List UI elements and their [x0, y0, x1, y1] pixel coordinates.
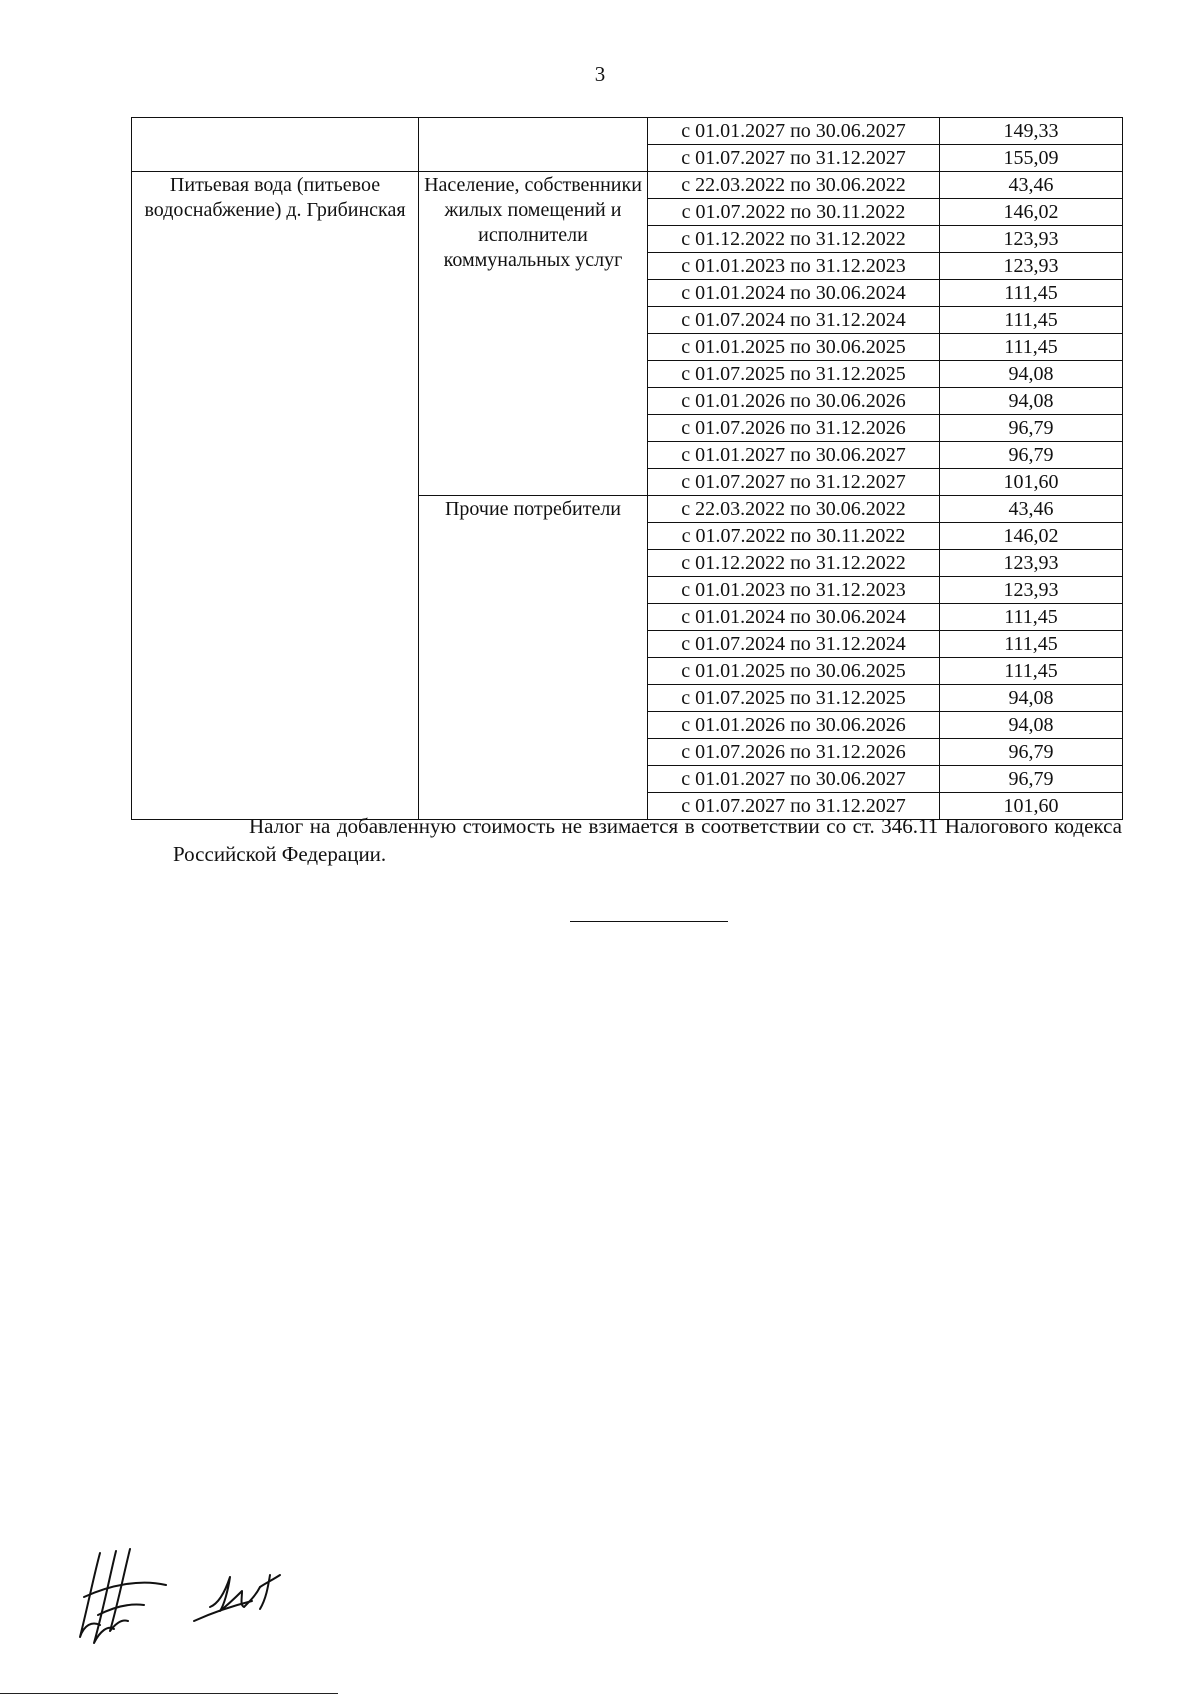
period-cell: с 01.07.2024 по 31.12.2024 — [648, 307, 940, 334]
bottom-rule — [0, 1693, 338, 1694]
period-cell: с 01.07.2022 по 30.11.2022 — [648, 523, 940, 550]
period-cell: с 01.07.2026 по 31.12.2026 — [648, 739, 940, 766]
period-cell: с 01.01.2025 по 30.06.2025 — [648, 334, 940, 361]
tariff-value-cell: 94,08 — [940, 712, 1123, 739]
period-cell: с 01.07.2026 по 31.12.2026 — [648, 415, 940, 442]
period-cell: с 22.03.2022 по 30.06.2022 — [648, 496, 940, 523]
period-cell: с 01.01.2025 по 30.06.2025 — [648, 658, 940, 685]
period-cell: с 01.07.2022 по 30.11.2022 — [648, 199, 940, 226]
vat-note: Налог на добавленную стоимость не взимается в соответствии со ст. 346.11 Налогового кодекса Российской Федерации. — [173, 814, 1122, 866]
consumer-group-cell: Прочие потребители — [419, 496, 648, 820]
period-cell: с 01.01.2023 по 31.12.2023 — [648, 577, 940, 604]
period-cell: с 01.07.2027 по 31.12.2027 — [648, 469, 940, 496]
period-cell: с 01.01.2024 по 30.06.2024 — [648, 280, 940, 307]
tariff-value-cell: 111,45 — [940, 280, 1123, 307]
period-cell: с 22.03.2022 по 30.06.2022 — [648, 172, 940, 199]
service-cell-empty — [132, 118, 419, 172]
tariff-value-cell: 94,08 — [940, 388, 1123, 415]
period-cell: с 01.07.2027 по 31.12.2027 — [648, 793, 940, 820]
tariff-value-cell: 123,93 — [940, 226, 1123, 253]
tariff-value-cell: 43,46 — [940, 496, 1123, 523]
tariff-value-cell: 43,46 — [940, 172, 1123, 199]
table-row — [132, 118, 1123, 145]
consumer-cell-empty — [419, 118, 648, 172]
tariff-value-cell: 111,45 — [940, 334, 1123, 361]
service-name-cell: Питьевая вода (питьевое водоснабжение) д. Грибинская — [132, 172, 419, 820]
tariff-value-cell: 101,60 — [940, 793, 1123, 820]
tariff-value-cell: 149,33 — [940, 118, 1123, 145]
tariff-value-cell: 123,93 — [940, 253, 1123, 280]
consumer-group-cell: Население, собственники жилых помещений и исполнители коммунальных услуг — [419, 172, 648, 496]
tariff-value-cell: 94,08 — [940, 685, 1123, 712]
tariff-value-cell: 146,02 — [940, 523, 1123, 550]
tariff-value-cell: 96,79 — [940, 766, 1123, 793]
period-cell: с 01.01.2026 по 30.06.2026 — [648, 712, 940, 739]
tariff-value-cell: 111,45 — [940, 307, 1123, 334]
tariff-value-cell: 94,08 — [940, 361, 1123, 388]
end-divider — [570, 921, 728, 922]
period-cell: с 01.07.2025 по 31.12.2025 — [648, 685, 940, 712]
period-cell: с 01.07.2024 по 31.12.2024 — [648, 631, 940, 658]
period-cell: с 01.01.2027 по 30.06.2027 — [648, 442, 940, 469]
tariff-value-cell: 96,79 — [940, 739, 1123, 766]
tariff-value-cell: 96,79 — [940, 415, 1123, 442]
period-cell: с 01.01.2023 по 31.12.2023 — [648, 253, 940, 280]
period-cell: с 01.12.2022 по 31.12.2022 — [648, 226, 940, 253]
period-cell: с 01.01.2027 по 30.06.2027 — [648, 118, 940, 145]
tariff-value-cell: 155,09 — [940, 145, 1123, 172]
tariff-table — [131, 117, 1123, 820]
tariff-value-cell: 111,45 — [940, 658, 1123, 685]
period-cell: с 01.07.2025 по 31.12.2025 — [648, 361, 940, 388]
tariff-value-cell: 111,45 — [940, 604, 1123, 631]
period-cell: с 01.01.2026 по 30.06.2026 — [648, 388, 940, 415]
page-number: 3 — [594, 62, 606, 86]
tariff-table-body — [132, 118, 1123, 820]
tariff-value-cell: 123,93 — [940, 577, 1123, 604]
period-cell: с 01.01.2024 по 30.06.2024 — [648, 604, 940, 631]
period-cell: с 01.01.2027 по 30.06.2027 — [648, 766, 940, 793]
tariff-value-cell: 146,02 — [940, 199, 1123, 226]
table-row — [132, 172, 1123, 199]
tariff-value-cell: 96,79 — [940, 442, 1123, 469]
period-cell: с 01.12.2022 по 31.12.2022 — [648, 550, 940, 577]
tariff-value-cell: 111,45 — [940, 631, 1123, 658]
signature-handwritten — [70, 1545, 320, 1660]
tariff-value-cell: 101,60 — [940, 469, 1123, 496]
tariff-value-cell: 123,93 — [940, 550, 1123, 577]
period-cell: с 01.07.2027 по 31.12.2027 — [648, 145, 940, 172]
